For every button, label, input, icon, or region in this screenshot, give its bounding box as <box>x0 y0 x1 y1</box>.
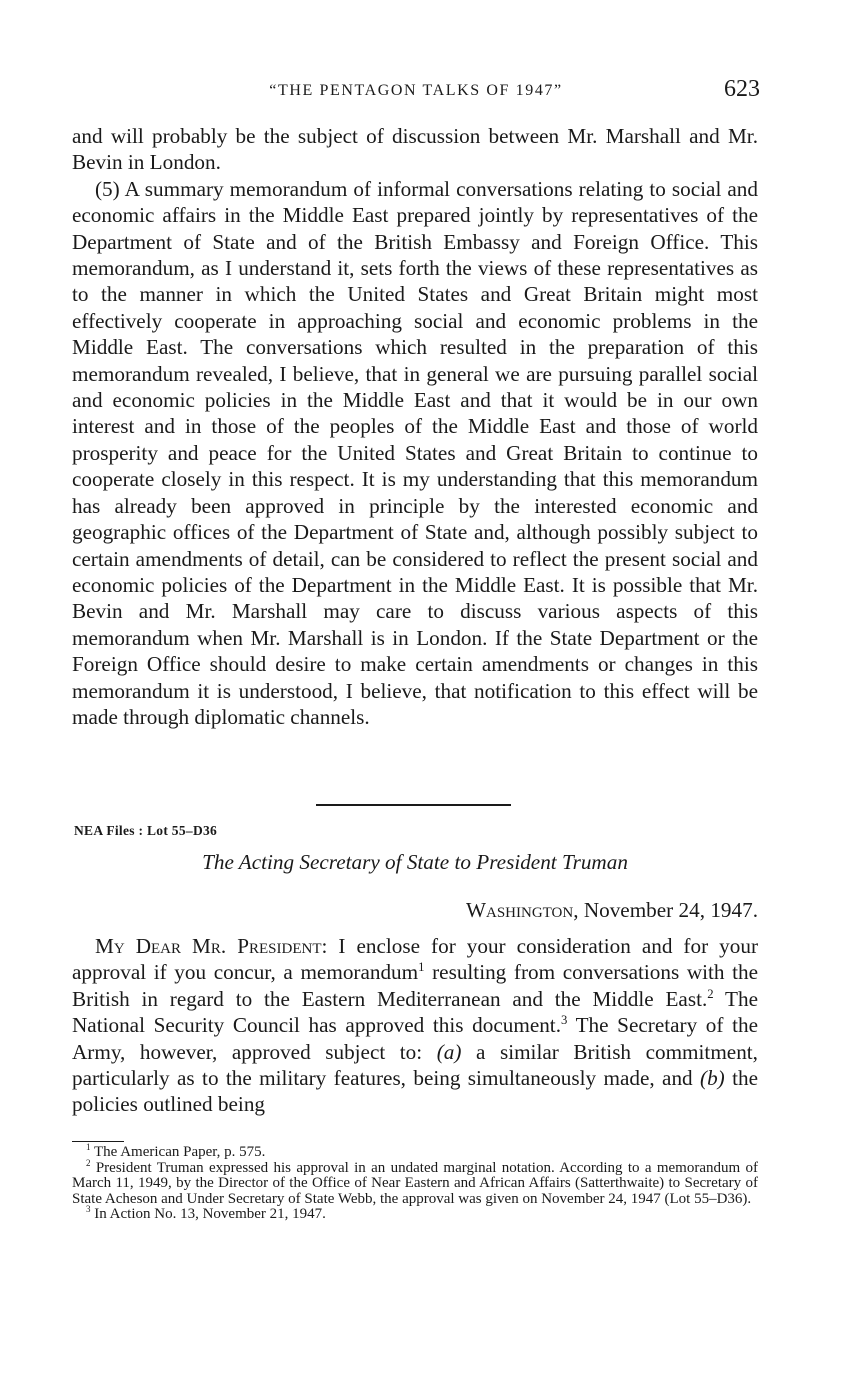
footnote <box>72 1204 758 1223</box>
footnote <box>72 1157 758 1208</box>
section-divider <box>316 804 511 806</box>
letter-text: I enclose for your consideration and for your approval if you concur, a memorandum <box>72 934 759 985</box>
footnote-marker: 1 <box>86 1142 91 1152</box>
footnote-text: President Truman expressed his approval in an undated marginal notation. According to a memorandum of March 11, 1949, by the Director of the Office of Near Eastern and African Affairs (Satterthwaite) to Secretary of State Acheson and Under Secretary of State Webb, the approval was given on November 24, 1947 (Lot 55–D36). <box>72 1159 758 1207</box>
footnote-marker: 3 <box>86 1204 91 1215</box>
footnote-text: The American Paper, p. 575. <box>90 1144 266 1160</box>
footnotes <box>72 1142 758 1223</box>
file-reference: NEA Files : Lot 55–D36 <box>74 823 218 838</box>
footnote-text: In Action No. 13, November 21, 1947. <box>90 1206 326 1223</box>
letter-text: resulting from conversations with the British in regard to the Eastern Mediterranean and the Middle East. <box>72 960 758 1011</box>
paragraph: (5) A summary memorandum of informal conversations relating to social and economic affairs in the Middle East prepared jointly by representatives of the Department of State and of the British Embassy and Foreign Office. This memorandum, as I understand it, sets forth the views of these representatives as to the manner in which the United States and Great Britain might most effectively cooperate in approaching social and economic problems in the Middle East. The conversations which resulted in the preparation of this memorandum revealed, I believe, that in general we are pursuing parallel social and economic policies in the Middle East and that it would be in our own interest and in those of the peoples of the Middle East and those of world prosperity and peace for the United States and Great Britain to continue to cooperate closely in this respect. It is my understanding that this memorandum has already been approved in principle by the interested economic and geographic offices of the Department of State and, although possibly subject to certain amendments of detail, can be considered to reflect the present social and economic policies of the Department in the Middle East. It is possible that Mr. Bevin and Mr. Marshall may care to discuss various aspects of this memorandum when Mr. Marshall is in London. If the State Department or the Foreign Office should desire to make certain amendments or changes in this memorandum it is understood, I believe, that notification to this effect will be made through diplomatic channels. <box>72 176 758 729</box>
paragraph: and will probably be the subject of discussion between Mr. Marshall and Mr. Bevin in London. <box>72 124 758 175</box>
dateline-place: Washington, <box>465 898 579 922</box>
running-title: “THE PENTAGON TALKS OF 1947” <box>269 82 563 99</box>
footnote-rule <box>72 1141 124 1142</box>
footnote-ref[interactable]: 2 <box>707 986 714 1001</box>
paragraph <box>72 933 758 1118</box>
running-header <box>72 76 760 106</box>
letter-text: the policies outlined being <box>72 1066 758 1117</box>
letter-text: a similar British commitment, particularly as to the military features, being simultaneously made, and <box>72 1039 758 1091</box>
letter-text: The National Security Council has approved this document. <box>72 986 758 1038</box>
document-title: The Acting Secretary of State to President Truman <box>202 850 628 874</box>
letter-text: The Secretary of the Army, however, approved subject to: <box>72 1013 758 1064</box>
footnote-marker: 2 <box>86 1157 91 1168</box>
footnote-ref[interactable]: 1 <box>418 960 425 975</box>
dateline-date: November 24, 1947. <box>583 898 758 922</box>
continuation-text <box>72 123 758 730</box>
letter-body <box>72 933 758 1118</box>
salutation: My Dear Mr. President: <box>95 934 328 958</box>
list-marker: (a) <box>436 1039 462 1064</box>
dateline <box>466 898 758 923</box>
footnote <box>72 1142 758 1161</box>
page-number: 623 <box>724 76 760 102</box>
list-marker: (b) <box>700 1066 725 1091</box>
footnote-ref[interactable]: 3 <box>561 1013 568 1028</box>
